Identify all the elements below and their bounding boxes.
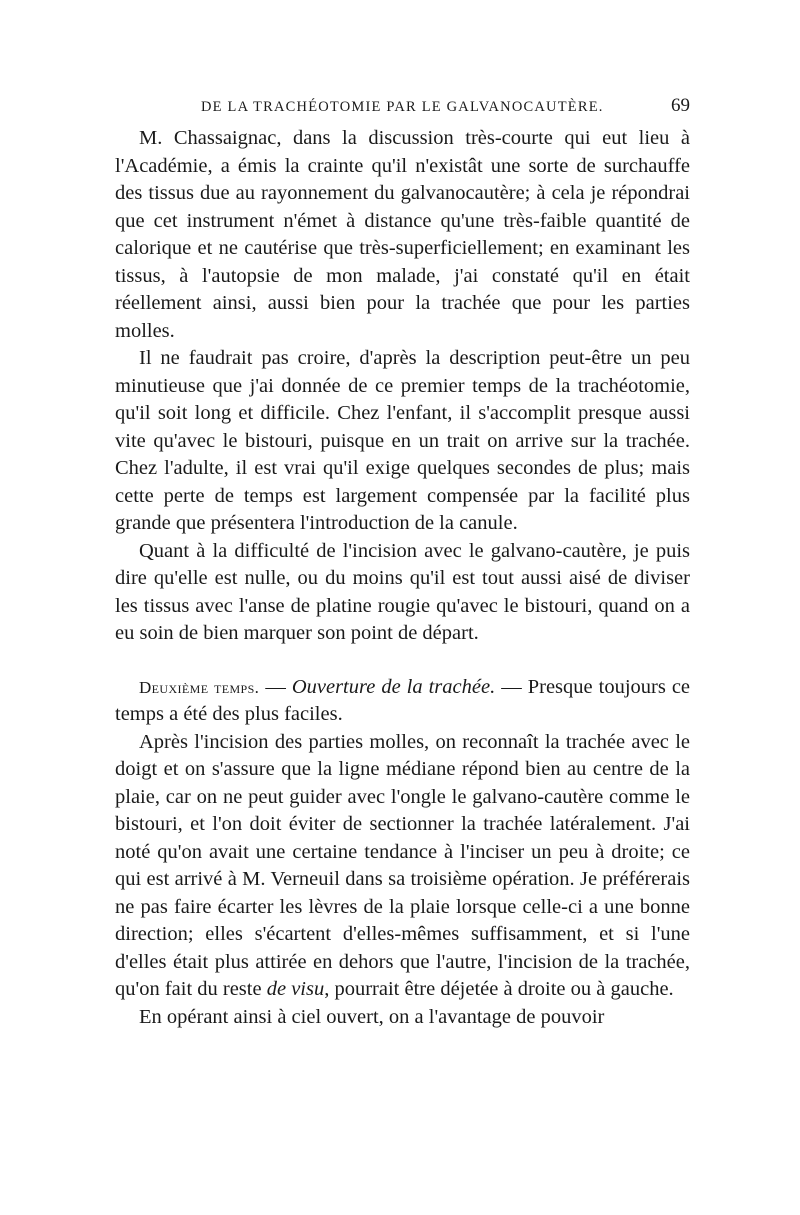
paragraph-4-after: , pourrait être déjetée à droite ou à gauche. xyxy=(324,978,674,1000)
paragraph-4-before: Après l'incision des parties molles, on reconnaît la trachée avec le doigt et on s'assure que la ligne médiane répond bien au centre de la plaie, car on ne peut guider avec l'ongle le galvano-cautère comme le bistouri, et l'on doit éviter de sectionner la trachée latéralement. J'ai noté qu'on avait une certaine tendance à l'inciser un peu à droite; ce qui est arrivé à M. Verneuil dans sa troisième opération. Je préférerais ne pas faire écarter les lèvres de la plaie lorsque celle-ci a une bonne direction; elles s'écartent d'elles-mêmes suffisamment, et si l'une d'elles était plus attirée en dehors que l'autre, l'incision de la trachée, qu'on fait du reste xyxy=(115,730,690,1000)
paragraph-3: Quant à la difficulté de l'incision avec le galvano-cautère, je puis dire qu'elle est nulle, ou du moins qu'il est tout aussi aisé de diviser les tissus avec l'anse de platine rougie qu'avec le bistouri, quand on a eu soin de bien marquer son point de départ. xyxy=(115,539,690,644)
paragraph-2: Il ne faudrait pas croire, d'après la description peut-être un peu minutieuse que j'ai donnée de ce premier temps de la trachéotomie, qu'il soit long et difficile. Chez l'enfant, il s'accomplit presque aussi vite qu'avec le bistouri, puisque en un trait on arrive sur la trachée. Chez l'adulte, il est vrai qu'il exige quelques secondes de plus; mais cette perte de temps est largement compensée par la facilité plus grande que présentera l'introduction de la canule. xyxy=(115,347,690,534)
paragraph-5: En opérant ainsi à ciel ouvert, on a l'avantage de pouvoir xyxy=(139,1005,605,1028)
paragraph-1: M. Chassaignac, dans la discussion très-courte qui eut lieu à l'Académie, a émis la crainte qu'il n'existât une sorte de surchauffe des tissus due au rayonnement du galvanocautère; à cela je répondrai que cet instrument n'émet à distance qu'une très-faible quantité de calorique et ne cautérise que très-superficiellement; en examinant les tissus, à l'autopsie de mon malade, j'ai constaté qu'il en était réellement ainsi, aussi bien pour la trachée que pour les parties molles. xyxy=(115,127,690,342)
section-text: Presque toujours ce temps a été des plus faciles. xyxy=(115,675,691,725)
running-title: DE LA TRACHÉOTOMIE PAR LE GALVANOCAUTÈRE. xyxy=(201,99,604,115)
paragraph-4 xyxy=(115,729,690,1004)
body-text xyxy=(115,125,690,1031)
section-dash-2: — xyxy=(495,675,528,698)
paragraph-4-italic: de visu xyxy=(266,978,325,1000)
running-head xyxy=(115,95,690,117)
section-dash-1: — xyxy=(259,675,292,698)
section-title: Ouverture de la trachée. xyxy=(291,675,496,698)
section-heading-paragraph xyxy=(115,674,690,729)
section-label: Deuxième temps. xyxy=(139,677,260,697)
section-gap xyxy=(115,648,690,674)
page-number: 69 xyxy=(671,95,690,116)
